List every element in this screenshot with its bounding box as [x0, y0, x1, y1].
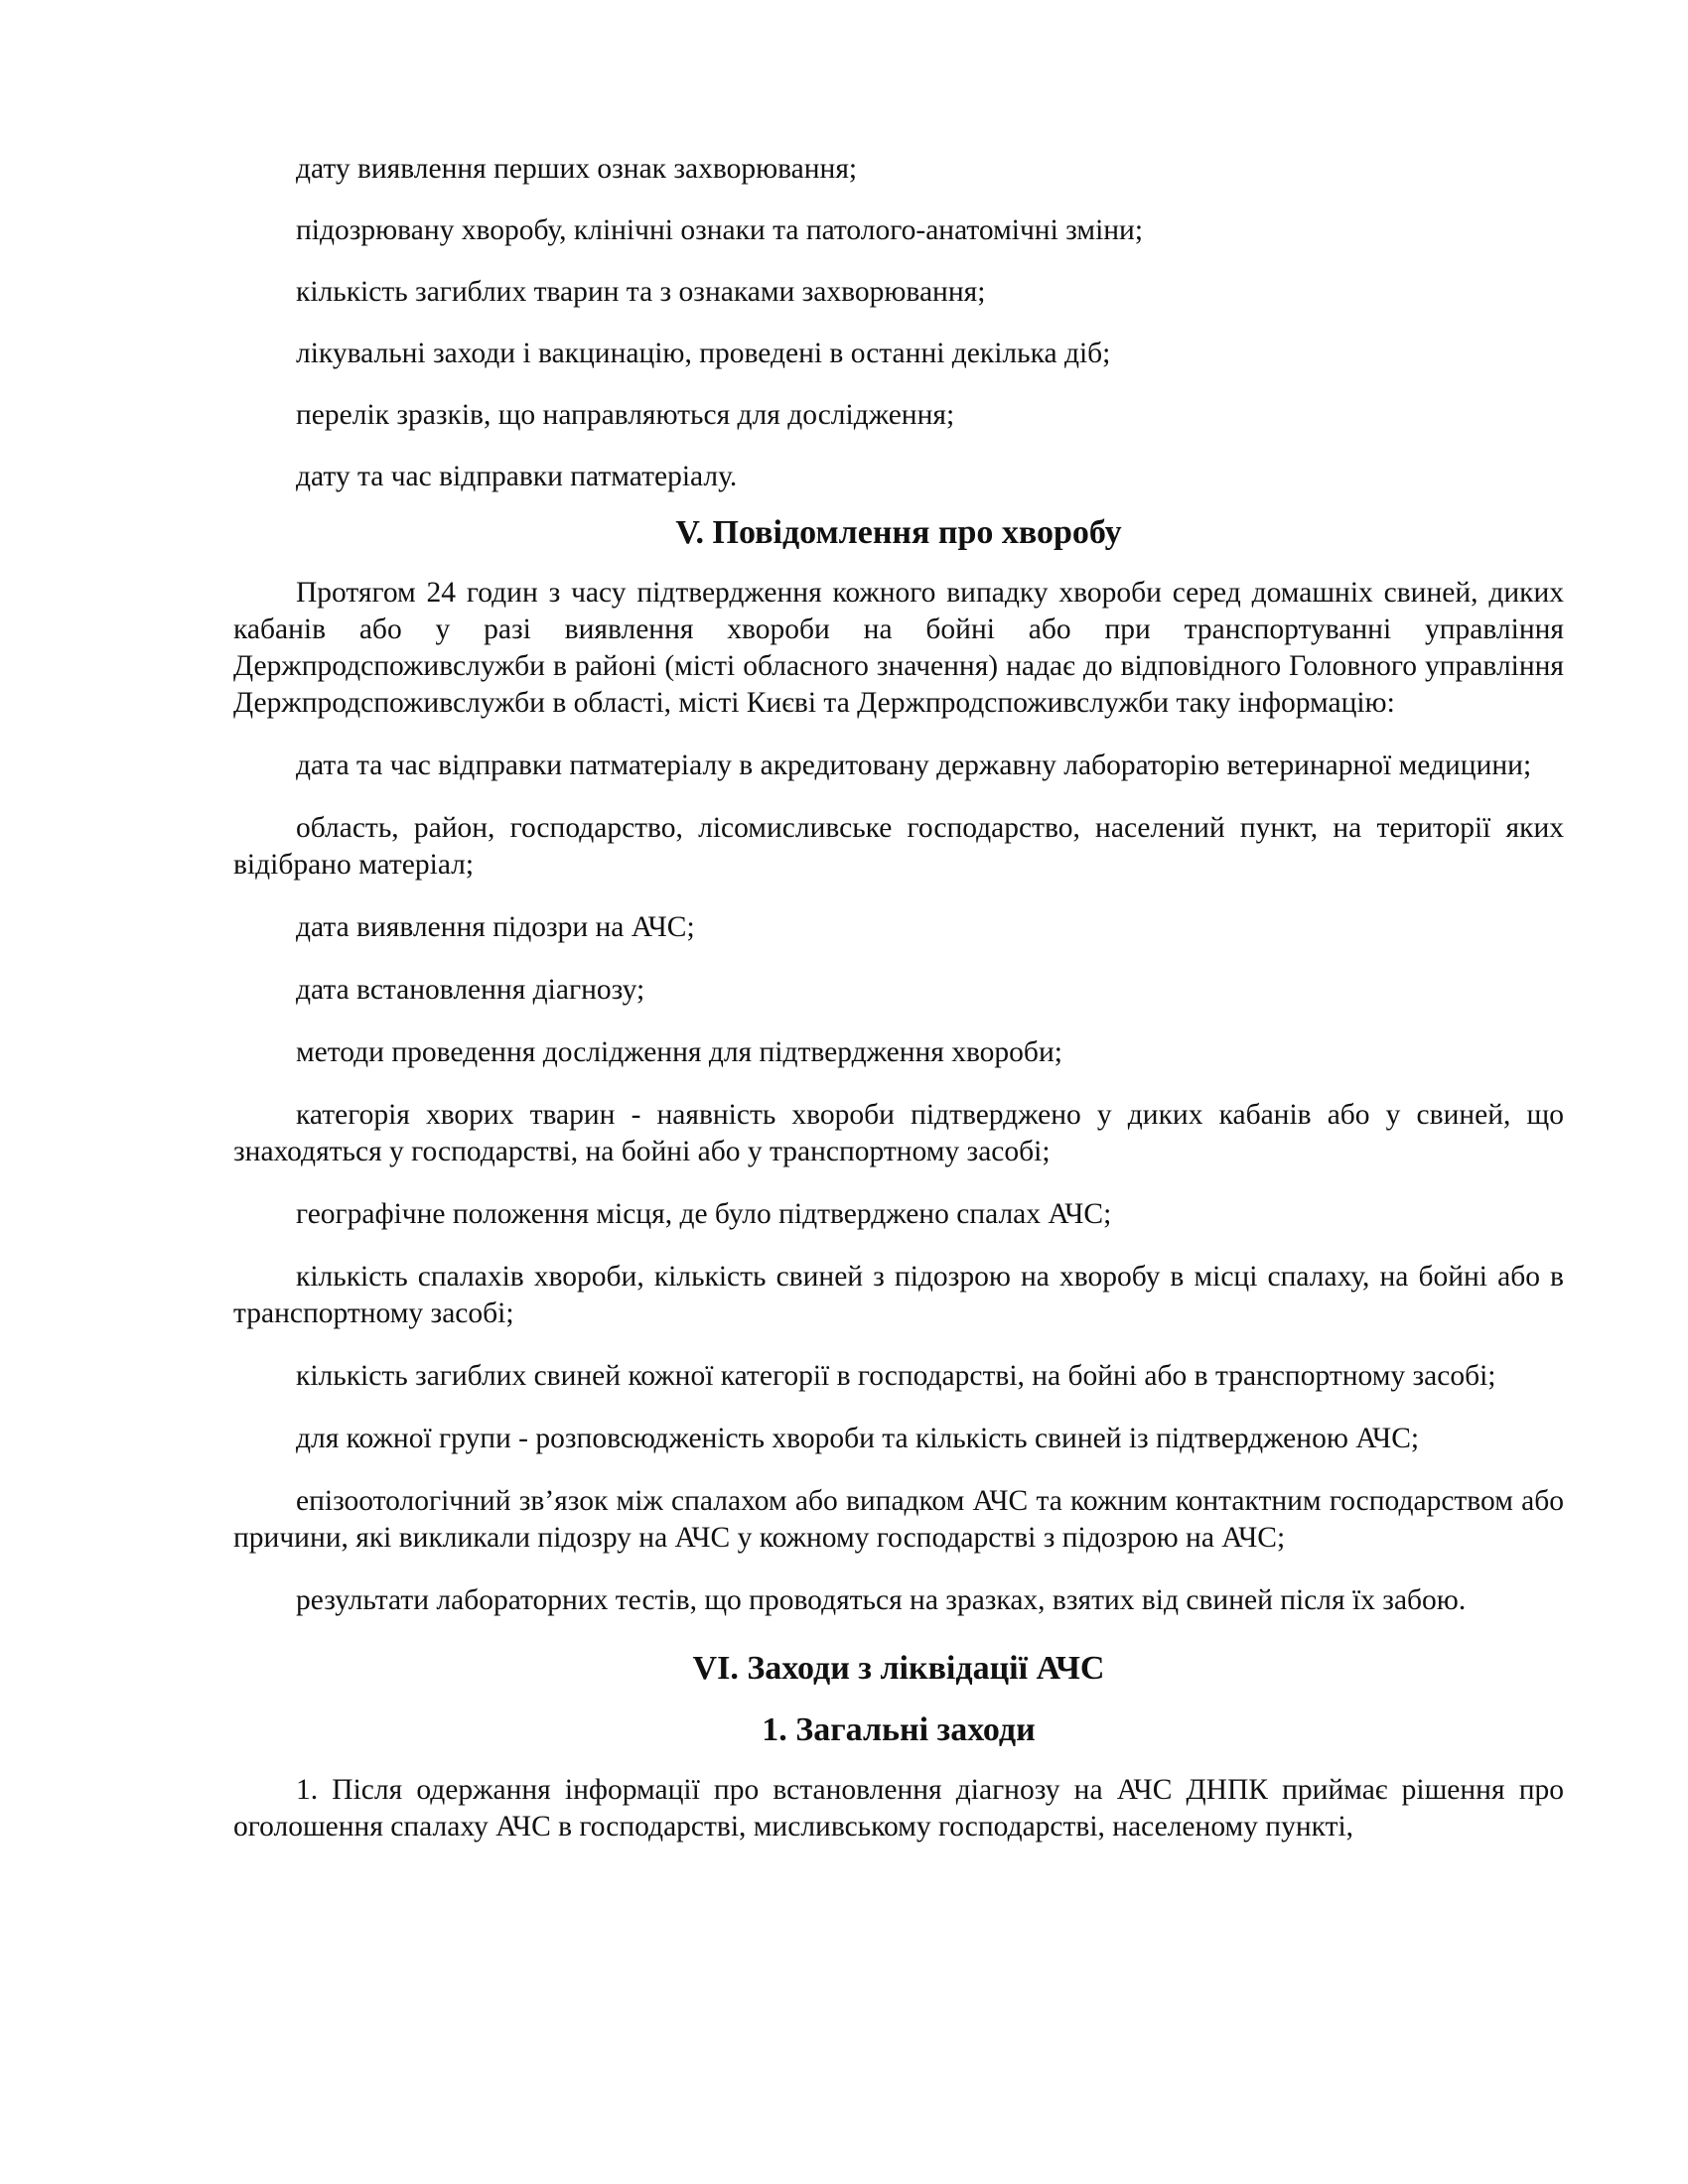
list-item: методи проведення дослідження для підтвердження хвороби;: [296, 1036, 1062, 1068]
list-item: для кожної групи - розповсюдженість хвороби та кількість свиней із підтвердженою АЧС;: [296, 1423, 1420, 1454]
document-page: [233, 151, 1564, 1871]
section-v-title: V. Повідомлення про хворобу: [675, 514, 1122, 551]
list-item: кількість загиблих свиней кожної категорії в господарстві, на бойні або в транспортному засобі;: [296, 1360, 1496, 1392]
list-item: дата виявлення підозри на АЧС;: [296, 911, 695, 943]
section-v-intro: Протягом 24 годин з часу підтвердження кожного випадку хвороби серед домашніх свиней, диких кабанів або у разі виявлення хвороби на бойні або при транспортуванні управління Держпродспоживслужби в районі (місті обласного значення) надає до відповідного Головного управління Держпродспоживслужби в області, місті Києві та Держпродспоживслужби таку інформацію:: [233, 577, 1564, 719]
section-v-list: [233, 748, 1564, 1619]
section-vi-title: VI. Заходи з ліквідації АЧС: [692, 1650, 1105, 1687]
section-vi-subtitle: 1. Загальні заходи: [762, 1711, 1036, 1748]
top-list: [233, 151, 1564, 495]
list-item: категорія хворих тварин - наявність хвороби підтверджено у диких кабанів або у свиней, що знаходяться у господарстві, на бойні або у транспортному засобі;: [233, 1099, 1564, 1167]
list-item: дату та час відправки патматеріалу.: [296, 461, 738, 492]
list-item: кількість загиблих тварин та з ознаками захворювання;: [296, 276, 986, 308]
list-item: епізоотологічний зв’язок між спалахом або випадком АЧС та кожним контактним господарством або причини, які викликали підозру на АЧС у кожному господарстві з підозрою на АЧС;: [233, 1485, 1564, 1554]
list-item: географічне положення місця, де було підтверджено спалах АЧС;: [296, 1198, 1112, 1230]
list-item: результати лабораторних тестів, що проводяться на зразках, взятих від свиней після їх забою.: [296, 1584, 1467, 1616]
list-item: лікувальні заходи і вакцинацію, проведені в останні декілька діб;: [296, 338, 1111, 369]
list-item: дата встановлення діагнозу;: [296, 974, 645, 1006]
list-item: підозрювану хворобу, клінічні ознаки та патолого-анатомічні зміни;: [296, 214, 1144, 246]
list-item: кількість спалахів хвороби, кількість свиней з підозрою на хворобу в місці спалаху, на бойні або в транспортному засобі;: [233, 1261, 1564, 1329]
section-vi-paragraph: 1. Після одержання інформації про встановлення діагнозу на АЧС ДНПК приймає рішення про оголошення спалаху АЧС в господарстві, мисливському господарстві, населеному пункті,: [233, 1774, 1564, 1843]
list-item: область, район, господарство, лісомисливське господарство, населений пункт, на території яких відібрано матеріал;: [233, 812, 1564, 881]
list-item: перелік зразків, що направляються для дослідження;: [296, 399, 955, 431]
list-item: дату виявлення перших ознак захворювання;: [296, 153, 858, 185]
list-item: дата та час відправки патматеріалу в акредитовану державну лабораторію ветеринарної медицини;: [296, 750, 1532, 781]
